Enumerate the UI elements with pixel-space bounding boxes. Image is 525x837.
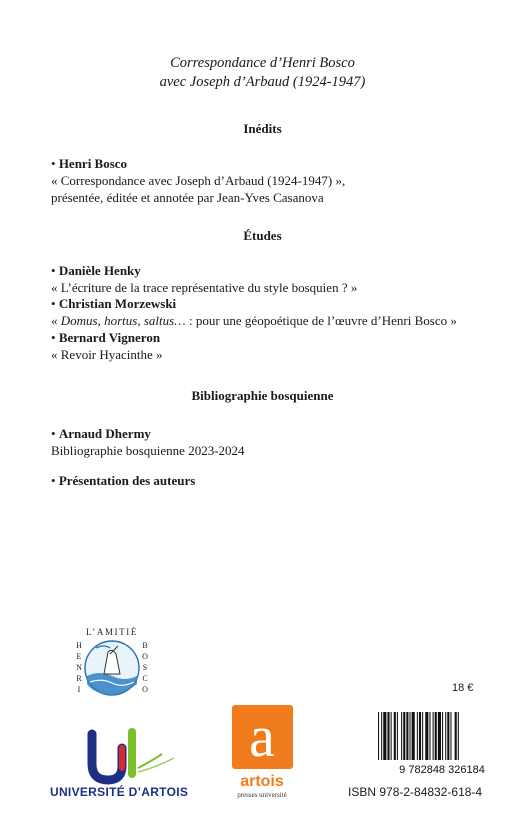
bullet: • [51,263,56,278]
bullet: • [51,156,56,171]
amitie-henri-bosco-logo [74,626,150,702]
barcode-bar [447,712,449,760]
book-title-line1: Correspondance d’Henri Bosco [170,55,355,71]
entry-henky [51,262,357,296]
section-etudes: Études [243,228,282,243]
logo-right-letter: B [142,641,148,650]
logo-left-letter: E [76,652,82,661]
entry-credit: présentée, éditée et annotée par Jean-Yves Casanova [51,190,324,205]
author-name: Danièle Henky [58,263,141,278]
barcode-bar [417,712,418,760]
entry-dhermy [51,425,245,459]
barcode-bar [425,712,428,760]
book-title-line2: avec Joseph d’Arbaud (1924-1947) [159,74,366,90]
entry-bosco [51,155,345,206]
barcode-bar [394,712,396,760]
barcode-bar [391,712,392,760]
bullet: • [51,296,56,311]
logo-left-letter: R [76,674,82,683]
author-name: Henri Bosco [58,156,128,171]
barcode-bar [435,712,437,760]
presentation-label: Présentation des auteurs [58,473,196,488]
artois-letter: a [249,704,275,769]
quote-open: « [51,313,61,328]
barcode-digits: 9 782848 326184 [399,764,485,775]
barcode-bar [442,712,443,760]
logo-right-letter: C [142,674,148,683]
barcode-bar [381,712,382,760]
entry-title: Bibliographie bosquienne 2023-2024 [51,443,245,458]
isbn-number: ISBN 978-2-84832-618-4 [348,785,483,799]
bullet: • [51,330,56,345]
barcode-bar [401,712,402,760]
barcode-bar [445,712,446,760]
logo-right-letter: O [142,685,148,694]
entry-title-italic: Domus, hortus, saltus… [60,313,186,328]
logo-right-letter: O [142,652,148,661]
barcode-bar [458,712,459,760]
author-name: Arnaud Dhermy [58,426,151,441]
barcode-bar [429,712,430,760]
section-inedits: Inédits [243,121,282,136]
author-name: Christian Morzewski [58,296,177,311]
price: 18 € [452,682,474,694]
barcode-bars [378,712,459,760]
entry-title: « L’écriture de la trace représentative du style bosquien ? » [51,280,358,295]
entry-title-rest: : pour une géopoétique de l’œuvre d’Henri Bosco » [185,313,457,328]
barcode-bar [438,712,441,760]
logo-top-text: L’AMITIÉ [86,627,138,637]
barcode-bar [403,712,405,760]
barcode-bar [433,712,434,760]
university-name: UNIVERSITÉ D’ARTOIS [50,785,189,799]
barcode-bar [378,712,379,760]
barcode-bar [406,712,408,760]
barcode-bar [410,712,411,760]
barcode-bar [419,712,421,760]
bullet: • [51,426,56,441]
barcode-bar [387,712,389,760]
logo-left-letter: I [77,685,81,694]
barcode-bar [450,712,451,760]
artois-brand: artois [240,773,284,790]
entry-title: « Revoir Hyacinthe » [51,347,163,362]
author-name: Bernard Vigneron [58,330,161,345]
artois-presses-logo [231,704,294,799]
barcode-bar [422,712,423,760]
entry-vigneron [51,329,163,363]
artois-sub: presses université [237,791,287,799]
isbn-barcode [370,710,510,775]
section-bibliographie: Bibliographie bosquienne [191,388,334,403]
logo-left-letter: H [76,641,82,650]
entry-title [51,312,457,329]
logo-right-letter: S [142,663,148,672]
logo-left-letter: N [76,663,82,672]
barcode-bar [412,712,415,760]
entry-presentation [51,472,195,489]
barcode-bar [383,712,386,760]
bullet: • [51,473,56,488]
barcode-bar [397,712,398,760]
entry-morzewski [51,295,457,329]
entry-title: « Correspondance avec Joseph d’Arbaud (1924-1947) », [51,173,346,188]
barcode-bar [455,712,457,760]
